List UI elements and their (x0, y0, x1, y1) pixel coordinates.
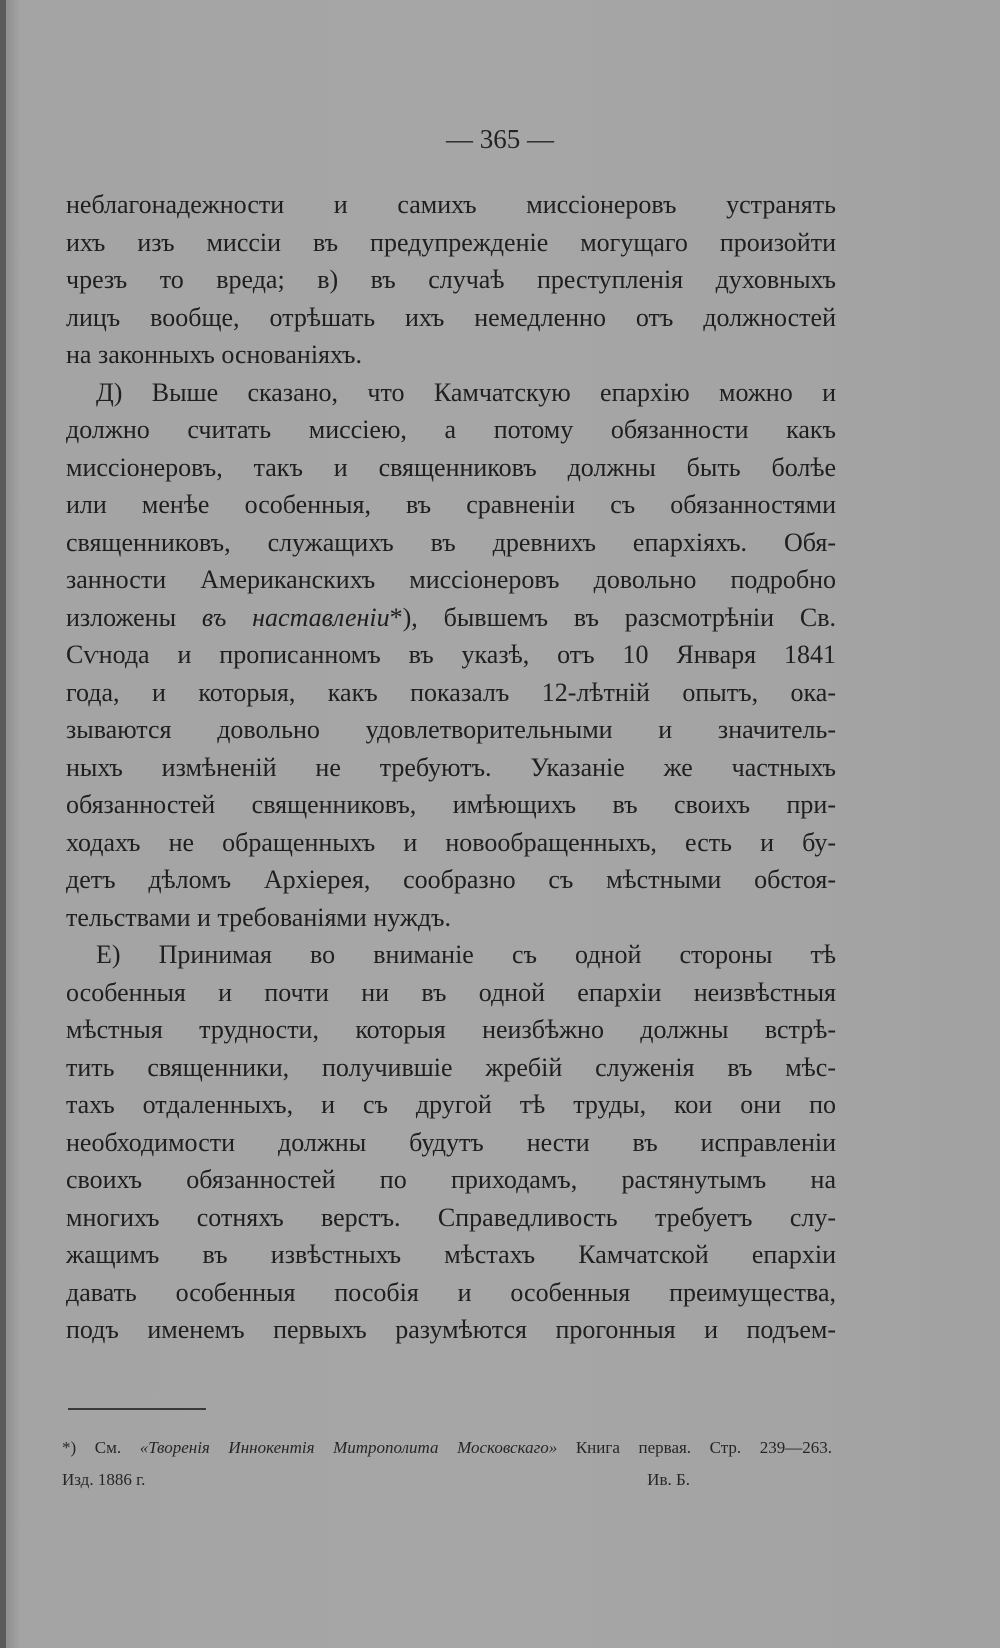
text-line: неблагонадежности и самихъ миссіонеровъ устранять (66, 190, 836, 219)
text-line: своихъ обязанностей по приходамъ, растянутымъ на (66, 1165, 836, 1194)
text-line: подъ именемъ первыхъ разумѣются прогонныя и подъем- (66, 1315, 836, 1344)
text-line: должно считать миссіею, а потому обязанности какъ (66, 415, 836, 444)
text-segment: изложены (66, 602, 177, 632)
text-line-with-italic (66, 599, 836, 637)
text-line: чрезъ то вреда; в) въ случаѣ преступленія духовныхъ (66, 265, 836, 294)
text-line: особенныя и почти ни въ одной епархіи неизвѣстныя (66, 977, 836, 1007)
text-line: давать особенныя пособія и особенныя преимущества, (66, 1277, 836, 1307)
paragraph-d-first-line: Д) Выше сказано, что Камчатскую епархію можно и (96, 377, 836, 407)
text-line: занности Американскихъ миссіонеровъ довольно подробно (66, 565, 836, 594)
text-line: ихъ изъ миссіи въ предупрежденіе могущаго произойти (66, 227, 836, 257)
text-line: лицъ вообще, отрѣшать ихъ немедленно отъ должностей (66, 302, 836, 332)
text-line: ныхъ измѣненій не требуютъ. Указаніе же частныхъ (66, 752, 836, 782)
main-text-block (66, 186, 836, 1349)
footnote-edition: Изд. 1886 г. (62, 1470, 146, 1489)
text-line: Сѵнода и прописанномъ въ указѣ, отъ 10 Января 1841 (66, 640, 836, 669)
text-line: необходимости должны будутъ нести въ исправленіи (66, 1127, 836, 1157)
text-line: миссіонеровъ, такъ и священниковъ должны быть болѣе (66, 452, 836, 482)
text-line: или менѣе особенныя, въ сравненіи съ обязанностями (66, 490, 836, 519)
paragraph-e-first-line: Е) Принимая во вниманіе съ одной стороны тѣ (96, 940, 836, 969)
footnote-line-1 (62, 1432, 832, 1464)
italic-reference: въ наставленіи (201, 602, 390, 632)
footnote-pages: Книга первая. Стр. 239—263. (575, 1438, 833, 1457)
footnote-divider (68, 1408, 206, 1410)
text-line: тельствами и требованіями нуждъ. (66, 902, 451, 932)
text-line: тить священники, получившіе жребій служенія въ мѣс- (66, 1052, 836, 1082)
page-number: — 365 — (446, 124, 554, 154)
footnote-title: «Творенія Иннокентія Митрополита Московскаго» (139, 1438, 558, 1457)
text-line: жащимъ въ извѣстныхъ мѣстахъ Камчатской епархіи (66, 1240, 836, 1269)
footnote-signature: Ив. Б. (647, 1470, 690, 1489)
footnote-line-2 (62, 1464, 690, 1496)
text-line: тахъ отдаленныхъ, и съ другой тѣ труды, кои они по (66, 1090, 836, 1119)
text-line: ходахъ не обращенныхъ и новообращенныхъ, есть и бу- (66, 827, 836, 857)
text-line: года, и которыя, какъ показалъ 12-лѣтній опытъ, ока- (66, 677, 836, 707)
text-segment: *), бывшемъ въ разсмотрѣніи Св. (389, 602, 837, 632)
footnote-marker: *) См. (62, 1438, 122, 1457)
text-line: священниковъ, служащихъ въ древнихъ епархіяхъ. Обя- (66, 527, 836, 557)
text-line: мѣстныя трудности, которыя неизбѣжно должны встрѣ- (66, 1015, 836, 1044)
text-line: детъ дѣломъ Архіерея, сообразно съ мѣстными обстоя- (66, 865, 836, 894)
text-line: на законныхъ основаніяхъ. (66, 340, 362, 369)
page-spine-shadow (0, 0, 6, 1648)
text-line: обязанностей священниковъ, имѣющихъ въ своихъ при- (66, 790, 836, 819)
text-line: многихъ сотняхъ верстъ. Справедливость требуетъ слу- (66, 1202, 836, 1232)
footnote (62, 1432, 832, 1496)
text-line: зываются довольно удовлетворительными и значитель- (66, 715, 836, 744)
